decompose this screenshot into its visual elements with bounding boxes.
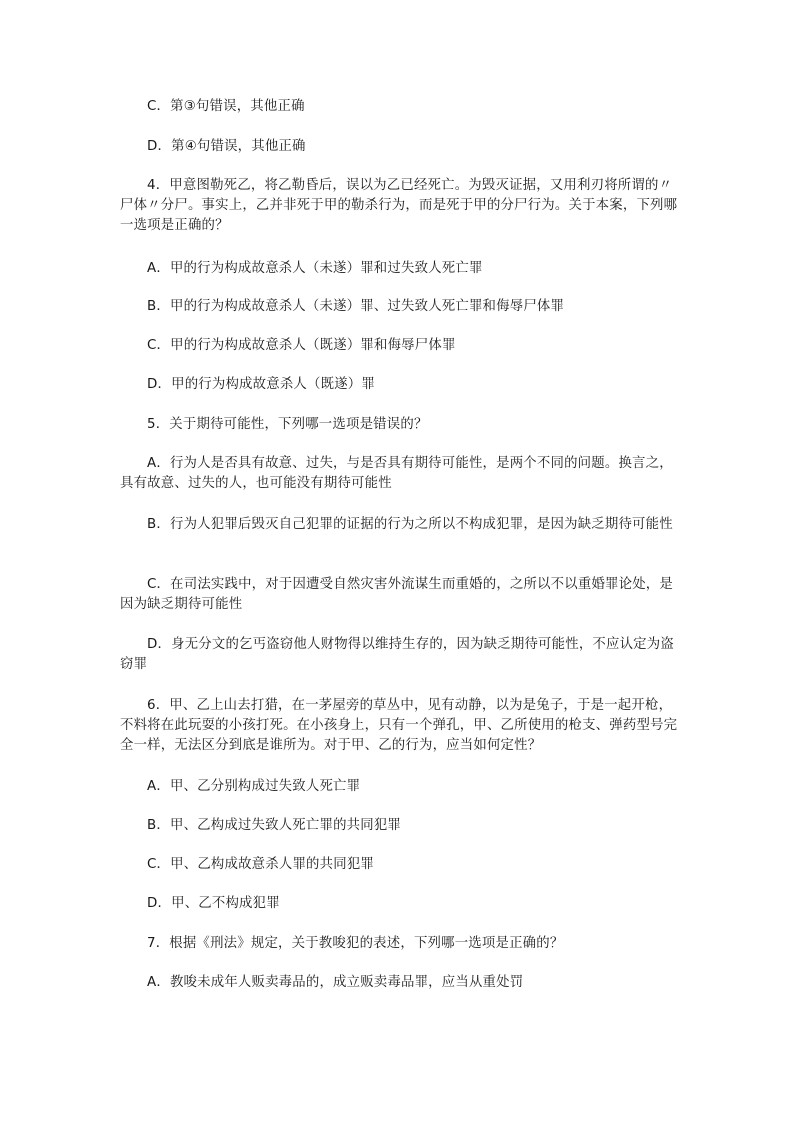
option-4a: A．甲的行为构成故意杀人（未遂）罪和过失致人死亡罪	[147, 261, 483, 276]
question-7: 7．根据《刑法》规定，关于教唆犯的表述，下列哪一选项是正确的？	[147, 936, 564, 951]
question-5: 5．关于期待可能性，下列哪一选项是错误的？	[147, 417, 428, 432]
option-3d: D．第④句错误，其他正确	[147, 139, 306, 154]
option-5a: A．行为人是否具有故意、过失，与是否具有期待可能性，是两个不同的问题。换言之，具有故意、过失的人，也可能没有期待可能性	[120, 456, 673, 491]
option-4c: C．甲的行为构成故意杀人（既遂）罪和侮辱尸体罪	[147, 338, 456, 353]
option-5d: D．身无分文的乞丐盗窃他人财物得以维持生存的，因为缺乏期待可能性，不应认定为盗窃罪	[120, 637, 674, 672]
question-6: 6．甲、乙上山去打猎，在一茅屋旁的草丛中，见有动静，以为是兔子，于是一起开枪，不料将在此玩耍的小孩打死。在小孩身上，只有一个弹孔，甲、乙所使用的枪支、弹药型号完全一样，无法区分到底是谁所为。对于甲、乙的行为，应当如何定性？	[120, 698, 678, 753]
option-6c: C．甲、乙构成故意杀人罪的共同犯罪	[147, 857, 374, 872]
option-4d: D．甲的行为构成故意杀人（既遂）罪	[147, 377, 375, 392]
option-5b: B．行为人犯罪后毁灭自己犯罪的证据的行为之所以不构成犯罪，是因为缺乏期待可能性	[147, 517, 673, 532]
option-5c: C．在司法实践中，对于因遭受自然灾害外流谋生而重婚的，之所以不以重婚罪论处，是因为缺乏期待可能性	[120, 577, 673, 612]
option-6a: A．甲、乙分别构成过失致人死亡罪	[147, 779, 361, 794]
question-4: 4．甲意图勒死乙，将乙勒昏后，误以为乙已经死亡。为毁灭证据，又用利刃将所谓的〃尸体〃分尸。事实上，乙并非死于甲的勒杀行为，而是死于甲的分尸行为。关于本案，下列哪一选项是正确的？	[120, 178, 678, 233]
option-6b: B．甲、乙构成过失致人死亡罪的共同犯罪	[147, 818, 402, 833]
option-4b: B．甲的行为构成故意杀人（未遂）罪、过失致人死亡罪和侮辱尸体罪	[147, 299, 565, 314]
option-7a: A．教唆未成年人贩卖毒品的，成立贩卖毒品罪，应当从重处罚	[147, 975, 524, 990]
option-6d: D．甲、乙不构成犯罪	[147, 896, 280, 911]
option-3c: C．第③句错误，其他正确	[147, 99, 305, 114]
